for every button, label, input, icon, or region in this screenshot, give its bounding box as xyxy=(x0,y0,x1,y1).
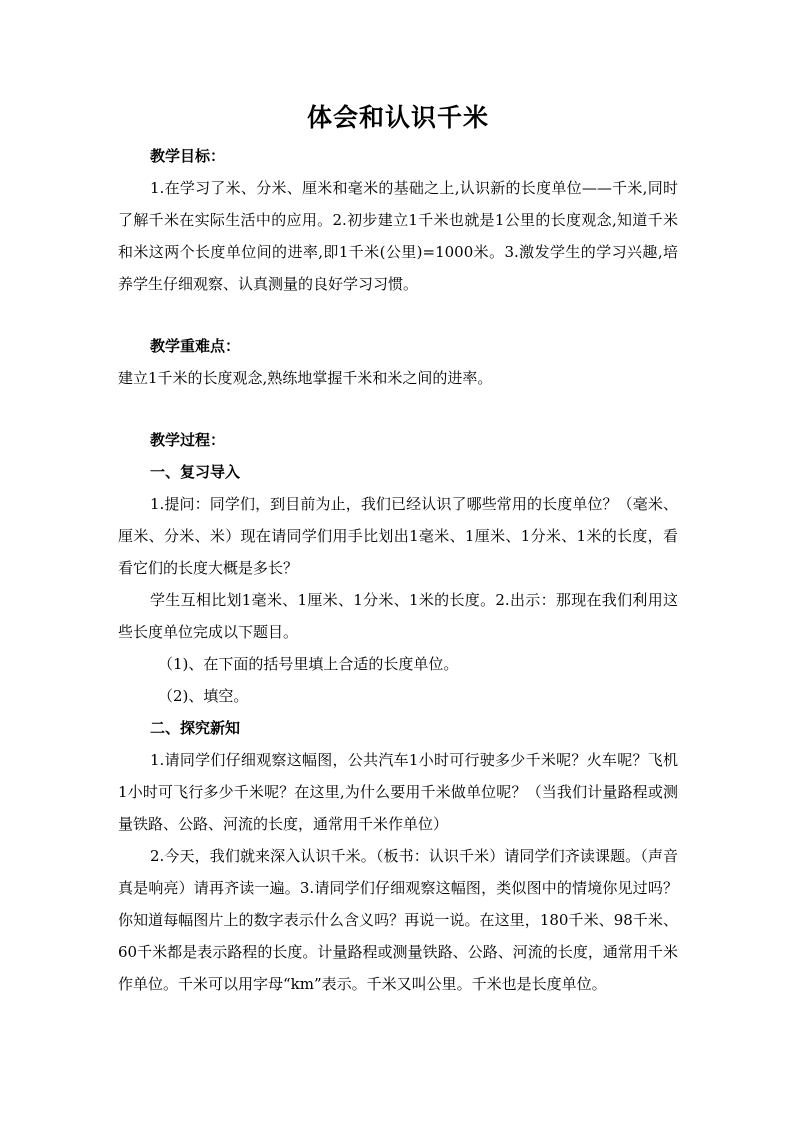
part2-paragraph-1: 1.请同学们仔细观察这幅图，公共汽车1小时可行驶多少千米呢？火车呢？飞机1小时可飞行多少千米呢？在这里,为什么要用千米做单位呢？（当我们计量路程或测量铁路、公路、河流的长度，通常用千米作单位） xyxy=(118,751,678,833)
part1-item-2: （2)、填空。 xyxy=(158,687,249,705)
objectives-heading: 教学目标： xyxy=(150,147,226,165)
key-points-heading: 教学重难点： xyxy=(150,337,241,355)
objectives-text: 1.在学习了米、分米、厘米和毫米的基础之上,认识新的长度单位——千米,同时了解千米在实际生活中的应用。2.初步建立1千米也就是1公里的长度观念,知道千米和米这两个长度单位间的进率,即1千米(公里)=1000米。3.激发学生的学习兴趣,培养学生仔细观察、认真测量的良好学习习惯。 xyxy=(118,179,678,293)
key-points-text: 建立1千米的长度观念,熟练地掌握千米和米之间的进率。 xyxy=(118,369,493,387)
part1-paragraph-2: 学生互相比划1毫米、1厘米、1分米、1米的长度。2.出示：那现在我们利用这些长度单位完成以下题目。 xyxy=(118,591,678,641)
part1-heading: 一、复习导入 xyxy=(150,463,241,481)
process-heading: 教学过程： xyxy=(150,431,226,449)
section-gap xyxy=(118,300,678,330)
part2-paragraph-2: 2.今天，我们就来深入认识千米。（板书：认识千米）请同学们齐读课题。（声音真是响亮）请再齐读一遍。3.请同学们仔细观察这幅图，类似图中的情境你见过吗？你知道每幅图片上的数字表示什么含义吗？再说一说。在这里，180千米、98千米、60千米都是表示路程的长度。计量路程或测量铁路、公路、河流的长度，通常用千米作单位。千米可以用字母“km”表示。千米又叫公里。千米也是长度单位。 xyxy=(118,847,678,993)
document-title: 体会和认识千米 xyxy=(306,103,489,132)
part2-heading: 二、探究新知 xyxy=(150,719,241,737)
section-gap xyxy=(118,394,678,424)
part1-paragraph-1: 1.提问：同学们，到目前为止，我们已经认识了哪些常用的长度单位？（毫米、厘米、分米、米）现在请同学们用手比划出1毫米、1厘米、1分米、1米的长度，看看它们的长度大概是多长？ xyxy=(118,495,678,577)
part1-item-1: （1)、在下面的括号里填上合适的长度单位。 xyxy=(158,655,459,673)
document-body xyxy=(118,96,678,1000)
